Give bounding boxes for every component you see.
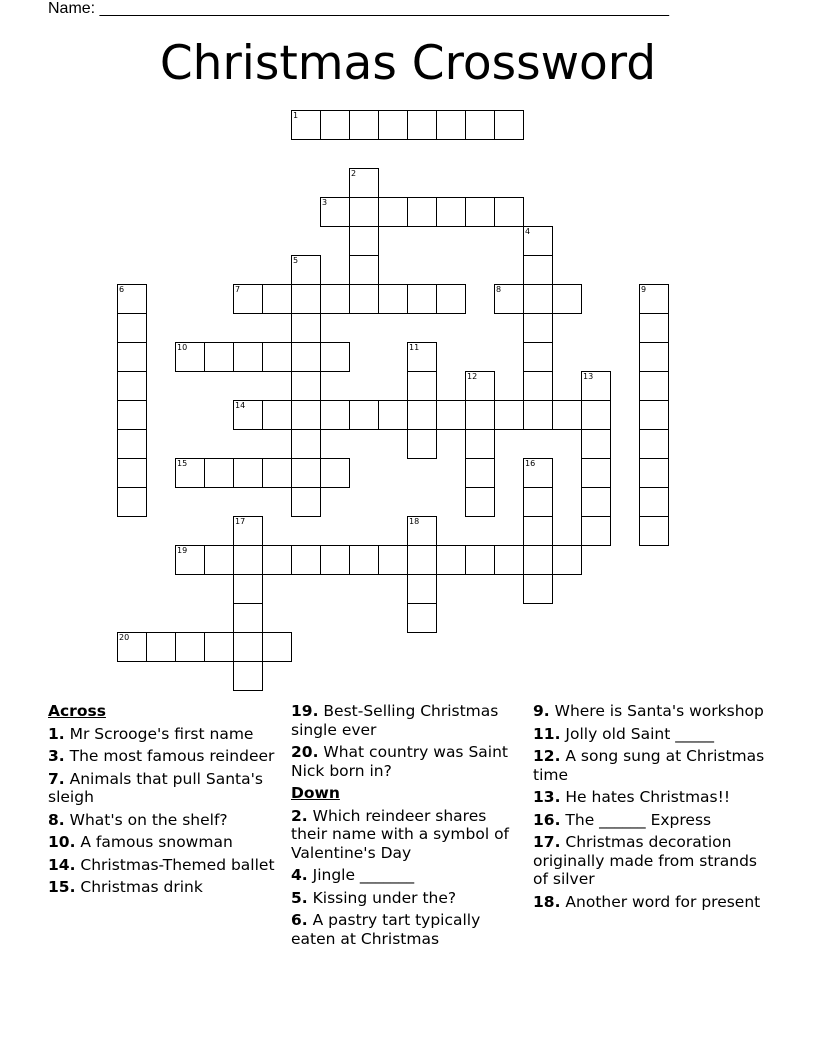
crossword-cell[interactable] [523,284,553,314]
crossword-cell[interactable] [407,574,437,604]
crossword-cell[interactable] [407,342,437,372]
crossword-cell[interactable] [581,400,611,430]
clue-number: 11 [409,343,420,352]
crossword-cell[interactable] [465,400,495,430]
down-clue: 5. Kissing under the? [291,888,457,907]
across-heading: Across [48,702,106,720]
crossword-cell[interactable] [523,313,553,343]
crossword-cell[interactable] [233,545,263,575]
crossword-cell[interactable] [204,632,234,662]
crossword-cell[interactable] [117,487,147,517]
across-clue: 14. Christmas-Themed ballet [48,855,275,874]
down-clue: 13. He hates Christmas!! [533,788,731,806]
crossword-cell[interactable] [378,197,408,227]
down-clue: 17. Christmas decoration originally made from strands of silver [533,833,758,888]
across-clue: 3. The most famous reindeer [48,747,275,765]
crossword-cell[interactable] [639,458,669,488]
crossword-cell[interactable] [523,226,553,256]
down-clue: 11. Jolly old Saint _____ [533,724,714,743]
crossword-cell[interactable] [349,545,379,575]
crossword-cell[interactable] [349,197,379,227]
page-title: Christmas Crossword [159,36,657,91]
crossword-cell[interactable] [639,400,669,430]
down-clue: 9. Where is Santa's workshop [533,702,764,720]
crossword-cell[interactable] [436,400,466,430]
across-clue: 15. Christmas drink [48,878,203,896]
down-clue: 16. The ______ Express [533,810,712,829]
crossword-cell[interactable] [291,429,321,459]
crossword-cell[interactable] [320,400,350,430]
crossword-cell[interactable] [291,313,321,343]
crossword-cell[interactable] [146,632,176,662]
crossword-cell[interactable] [291,110,321,140]
across-clue: 20. What country was Saint Nick born in? [291,743,508,780]
down-clue: 4. Jingle _______ [291,866,415,884]
crossword-cell[interactable] [204,342,234,372]
crossword-cell[interactable] [262,284,292,314]
crossword-cell[interactable] [639,313,669,343]
crossword-cell[interactable] [581,516,611,546]
crossword-cell[interactable] [291,458,321,488]
crossword-cell[interactable] [262,458,292,488]
crossword-cell[interactable] [581,429,611,459]
crossword-cell[interactable] [320,545,350,575]
crossword-cell[interactable] [320,342,350,372]
crossword-cell[interactable] [465,197,495,227]
crossword-cell[interactable] [117,632,147,662]
crossword-cell[interactable] [407,603,437,633]
clue-number: 3 [322,198,328,207]
crossword-cell[interactable] [233,574,263,604]
crossword-cell[interactable] [523,487,553,517]
crossword-cell[interactable] [117,284,147,314]
crossword-cell[interactable] [639,429,669,459]
crossword-cell[interactable] [407,284,437,314]
crossword-cell[interactable] [349,400,379,430]
crossword-cell[interactable] [407,371,437,401]
crossword-cell[interactable] [204,545,234,575]
clue-number: 14 [235,401,246,410]
crossword-cell[interactable] [494,545,524,575]
crossword-cell[interactable] [262,632,292,662]
crossword-cell[interactable] [494,400,524,430]
clue-number: 7 [235,285,241,294]
crossword-cell[interactable] [175,545,205,575]
clue-number: 8 [496,285,502,294]
clue-number: 4 [525,227,531,236]
across-clue: 8. What's on the shelf? [48,810,228,829]
down-heading: Down [291,784,340,802]
crossword-cell[interactable] [465,487,495,517]
crossword-cell[interactable] [291,255,321,285]
crossword-cell[interactable] [639,516,669,546]
crossword-cell[interactable] [465,545,495,575]
crossword-cell[interactable] [436,110,466,140]
clue-number: 9 [641,285,647,294]
crossword-cell[interactable] [465,429,495,459]
crossword-cell[interactable] [349,110,379,140]
clue-column-1 [48,702,280,901]
crossword-cell[interactable] [639,342,669,372]
crossword-cell[interactable] [494,284,524,314]
crossword-cell[interactable] [175,458,205,488]
crossword-cell[interactable] [378,545,408,575]
crossword-cell[interactable] [233,284,263,314]
crossword-cell[interactable] [581,371,611,401]
crossword-cell[interactable] [581,458,611,488]
across-clue: 10. A famous snowman [48,833,233,851]
clue-number: 12 [467,372,478,381]
across-clue: 7. Animals that pull Santa's sleigh [48,769,263,806]
crossword-cell[interactable] [639,284,669,314]
clue-number: 16 [525,459,536,468]
crossword-cell[interactable] [262,342,292,372]
clue-number: 10 [177,343,188,352]
crossword-cell[interactable] [233,603,263,633]
crossword-cell[interactable] [523,458,553,488]
crossword-cell[interactable] [465,458,495,488]
crossword-cell[interactable] [494,197,524,227]
clue-number: 19 [177,546,188,555]
crossword-cell[interactable] [552,284,582,314]
clue-number: 13 [583,372,594,381]
crossword-cell[interactable] [349,284,379,314]
crossword-cell[interactable] [291,545,321,575]
crossword-cell[interactable] [117,429,147,459]
crossword-cell[interactable] [233,516,263,546]
crossword-cell[interactable] [320,284,350,314]
crossword-cell[interactable] [175,632,205,662]
crossword-cell[interactable] [494,110,524,140]
crossword-cell[interactable] [204,458,234,488]
crossword-cell[interactable] [407,516,437,546]
clue-number: 2 [351,169,357,178]
crossword-cell[interactable] [523,371,553,401]
across-clue: 1. Mr Scrooge's first name [48,724,254,743]
crossword-cell[interactable] [233,400,263,430]
crossword-cell[interactable] [436,197,466,227]
crossword-cell[interactable] [291,284,321,314]
crossword-cell[interactable] [523,400,553,430]
clue-number: 6 [119,285,125,294]
crossword-cell[interactable] [117,371,147,401]
clue-number: 20 [119,633,130,642]
crossword-cell[interactable] [523,516,553,546]
crossword-cell[interactable] [291,487,321,517]
crossword-cell[interactable] [465,371,495,401]
clue-number: 15 [177,459,188,468]
crossword-cell[interactable] [378,400,408,430]
name-field-label[interactable]: Name: ________________________________________________________________ [48,0,670,17]
clue-column-2 [291,702,523,952]
clue-number: 17 [235,517,246,526]
crossword-cell[interactable] [407,429,437,459]
down-clue: 6. A pastry tart typically eaten at Christmas [291,911,481,948]
crossword-cell[interactable] [407,400,437,430]
crossword-cell[interactable] [117,342,147,372]
crossword-cell[interactable] [349,255,379,285]
crossword-cell[interactable] [523,574,553,604]
crossword-cell[interactable] [639,371,669,401]
crossword-cell[interactable] [262,400,292,430]
crossword-cell[interactable] [117,458,147,488]
crossword-cell[interactable] [117,313,147,343]
crossword-cell[interactable] [378,284,408,314]
clue-number: 18 [409,517,420,526]
crossword-cell[interactable] [552,545,582,575]
crossword-cell[interactable] [233,458,263,488]
crossword-cell[interactable] [581,487,611,517]
crossword-cell[interactable] [436,545,466,575]
crossword-cell[interactable] [291,371,321,401]
crossword-cell[interactable] [117,400,147,430]
crossword-cell[interactable] [378,110,408,140]
crossword-cell[interactable] [523,255,553,285]
crossword-cell[interactable] [436,284,466,314]
crossword-cell[interactable] [407,545,437,575]
clue-number: 5 [293,256,299,265]
crossword-cell[interactable] [175,342,205,372]
crossword-cell[interactable] [639,487,669,517]
crossword-cell[interactable] [262,545,292,575]
crossword-cell[interactable] [291,342,321,372]
crossword-cell[interactable] [233,632,263,662]
crossword-cell[interactable] [233,342,263,372]
crossword-cell[interactable] [407,110,437,140]
down-clue: 12. A song sung at Christmas time [533,747,765,784]
crossword-cell[interactable] [320,110,350,140]
crossword-cell[interactable] [349,226,379,256]
crossword-cell[interactable] [523,545,553,575]
crossword-cell[interactable] [291,400,321,430]
clue-column-3 [533,702,769,915]
crossword-cell[interactable] [465,110,495,140]
crossword-cell[interactable] [349,168,379,198]
clue-number: 1 [293,111,299,120]
down-clue: 18. Another word for present [533,892,761,911]
across-clue: 19. Best-Selling Christmas single ever [291,702,499,739]
crossword-cell[interactable] [407,197,437,227]
down-clue: 2. Which reindeer shares their name with a symbol of Valentine's Day [291,806,510,862]
crossword-cell[interactable] [523,342,553,372]
crossword-cell[interactable] [552,400,582,430]
crossword-cell[interactable] [320,458,350,488]
crossword-cell[interactable] [320,197,350,227]
crossword-cell[interactable] [233,661,263,691]
